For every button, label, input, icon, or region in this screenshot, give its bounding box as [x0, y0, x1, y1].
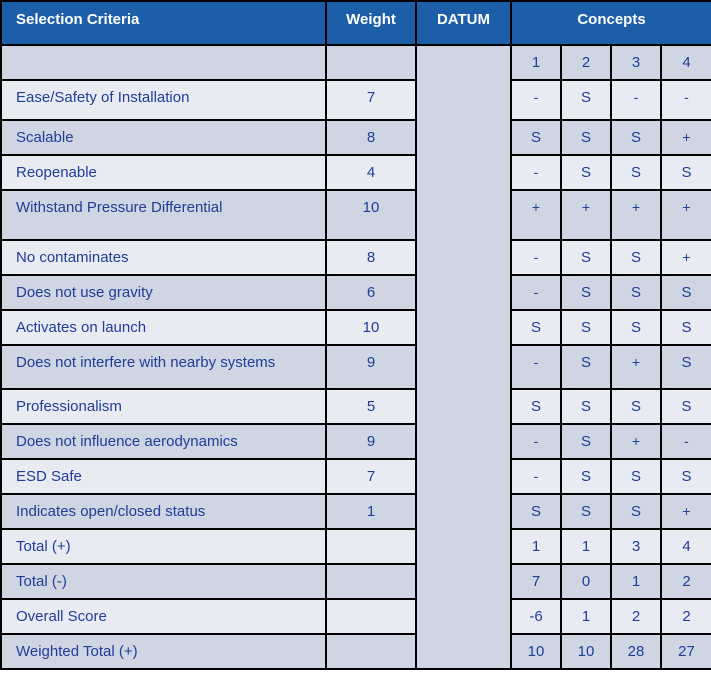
criteria-cell: Total (+) — [1, 529, 326, 564]
concept-3-cell: - — [611, 80, 661, 120]
weight-cell: 9 — [326, 424, 416, 459]
concept-3-cell: S — [611, 459, 661, 494]
concept-3-cell: S — [611, 310, 661, 345]
concept-1-cell: + — [511, 190, 561, 240]
concept-2-cell: S — [561, 275, 611, 310]
concept-3-cell: + — [611, 424, 661, 459]
concept-2-cell: S — [561, 424, 611, 459]
table-row — [1, 345, 711, 389]
criteria-cell: Ease/Safety of Installation — [1, 80, 326, 120]
concept-2-cell: 10 — [561, 634, 611, 669]
criteria-cell: Indicates open/closed status — [1, 494, 326, 529]
weight-cell — [326, 634, 416, 669]
concept-2-cell: 1 — [561, 599, 611, 634]
concept-1-cell: 1 — [511, 529, 561, 564]
concept-4-cell: S — [661, 459, 711, 494]
table-row — [1, 564, 711, 599]
criteria-cell: Activates on launch — [1, 310, 326, 345]
concept-4-cell: - — [661, 424, 711, 459]
concept-2-cell: S — [561, 80, 611, 120]
table-row — [1, 494, 711, 529]
table-row — [1, 190, 711, 240]
criteria-cell: Does not influence aerodynamics — [1, 424, 326, 459]
concept-3-cell: + — [611, 190, 661, 240]
concept-4-cell: 4 — [661, 529, 711, 564]
concept-3-cell: 2 — [611, 599, 661, 634]
criteria-cell: Withstand Pressure Differential — [1, 190, 326, 240]
concept-2-cell: 1 — [561, 529, 611, 564]
table-row — [1, 155, 711, 190]
weight-cell — [326, 529, 416, 564]
concept-2-cell: S — [561, 389, 611, 424]
criteria-cell: Does not use gravity — [1, 275, 326, 310]
table-row — [1, 80, 711, 120]
concept-4-cell: 2 — [661, 564, 711, 599]
table-row — [1, 634, 711, 669]
header-weight: Weight — [326, 1, 416, 45]
concept-4-cell: S — [661, 389, 711, 424]
concept-2-cell: S — [561, 494, 611, 529]
concept-4-cell: S — [661, 155, 711, 190]
concept-3-cell: S — [611, 240, 661, 275]
criteria-cell: Scalable — [1, 120, 326, 155]
concept-4-cell: 27 — [661, 634, 711, 669]
weight-cell: 7 — [326, 459, 416, 494]
concept-1-cell: - — [511, 424, 561, 459]
concept-1-cell: -6 — [511, 599, 561, 634]
weight-cell: 10 — [326, 190, 416, 240]
weight-cell — [326, 564, 416, 599]
concept-4-cell: + — [661, 120, 711, 155]
table-row — [1, 310, 711, 345]
concept-number-4: 4 — [661, 45, 711, 80]
concept-1-cell: - — [511, 275, 561, 310]
concept-4-cell: - — [661, 80, 711, 120]
concept-1-cell: 10 — [511, 634, 561, 669]
criteria-cell: Professionalism — [1, 389, 326, 424]
weight-cell — [326, 599, 416, 634]
criteria-cell: ESD Safe — [1, 459, 326, 494]
concept-1-cell: S — [511, 494, 561, 529]
weight-cell: 8 — [326, 240, 416, 275]
concept-4-cell: + — [661, 190, 711, 240]
weight-cell: 6 — [326, 275, 416, 310]
table-row — [1, 529, 711, 564]
concept-4-cell: 2 — [661, 599, 711, 634]
criteria-cell: Overall Score — [1, 599, 326, 634]
weight-cell: 10 — [326, 310, 416, 345]
blank-weight-cell — [326, 45, 416, 80]
concept-3-cell: S — [611, 120, 661, 155]
header-datum: DATUM — [416, 1, 511, 45]
weight-cell: 4 — [326, 155, 416, 190]
header-row — [1, 1, 711, 45]
weight-cell: 5 — [326, 389, 416, 424]
concept-2-cell: S — [561, 459, 611, 494]
concept-2-cell: S — [561, 310, 611, 345]
blank-criteria-cell — [1, 45, 326, 80]
datum-column — [416, 45, 511, 669]
concept-4-cell: S — [661, 275, 711, 310]
concept-3-cell: + — [611, 345, 661, 389]
concept-number-1: 1 — [511, 45, 561, 80]
concept-1-cell: - — [511, 345, 561, 389]
concept-1-cell: - — [511, 80, 561, 120]
concept-number-3: 3 — [611, 45, 661, 80]
concept-number-row — [1, 45, 711, 80]
concept-1-cell: S — [511, 389, 561, 424]
concept-4-cell: + — [661, 494, 711, 529]
concept-1-cell: S — [511, 310, 561, 345]
criteria-cell: Weighted Total (+) — [1, 634, 326, 669]
concept-2-cell: S — [561, 345, 611, 389]
weight-cell: 9 — [326, 345, 416, 389]
weight-cell: 8 — [326, 120, 416, 155]
weight-cell: 7 — [326, 80, 416, 120]
concept-1-cell: S — [511, 120, 561, 155]
concept-3-cell: 28 — [611, 634, 661, 669]
criteria-cell: Total (-) — [1, 564, 326, 599]
concept-4-cell: + — [661, 240, 711, 275]
concept-2-cell: S — [561, 240, 611, 275]
table-row — [1, 599, 711, 634]
concept-1-cell: - — [511, 459, 561, 494]
criteria-cell: Does not interfere with nearby systems — [1, 345, 326, 389]
concept-3-cell: 3 — [611, 529, 661, 564]
header-selection-criteria: Selection Criteria — [1, 1, 326, 45]
matrix-body — [1, 45, 711, 669]
concept-1-cell: 7 — [511, 564, 561, 599]
concept-4-cell: S — [661, 310, 711, 345]
table-row — [1, 120, 711, 155]
concept-3-cell: S — [611, 275, 661, 310]
concept-2-cell: S — [561, 155, 611, 190]
concept-2-cell: + — [561, 190, 611, 240]
concept-1-cell: - — [511, 155, 561, 190]
concept-2-cell: 0 — [561, 564, 611, 599]
criteria-cell: Reopenable — [1, 155, 326, 190]
weight-cell: 1 — [326, 494, 416, 529]
concept-1-cell: - — [511, 240, 561, 275]
concept-3-cell: S — [611, 389, 661, 424]
concept-number-2: 2 — [561, 45, 611, 80]
criteria-cell: No contaminates — [1, 240, 326, 275]
table-row — [1, 275, 711, 310]
concept-4-cell: S — [661, 345, 711, 389]
concept-3-cell: 1 — [611, 564, 661, 599]
table-row — [1, 459, 711, 494]
table-row — [1, 389, 711, 424]
table-row — [1, 424, 711, 459]
concept-3-cell: S — [611, 155, 661, 190]
concept-3-cell: S — [611, 494, 661, 529]
concept-2-cell: S — [561, 120, 611, 155]
table-row — [1, 240, 711, 275]
header-concepts: Concepts — [511, 1, 711, 45]
